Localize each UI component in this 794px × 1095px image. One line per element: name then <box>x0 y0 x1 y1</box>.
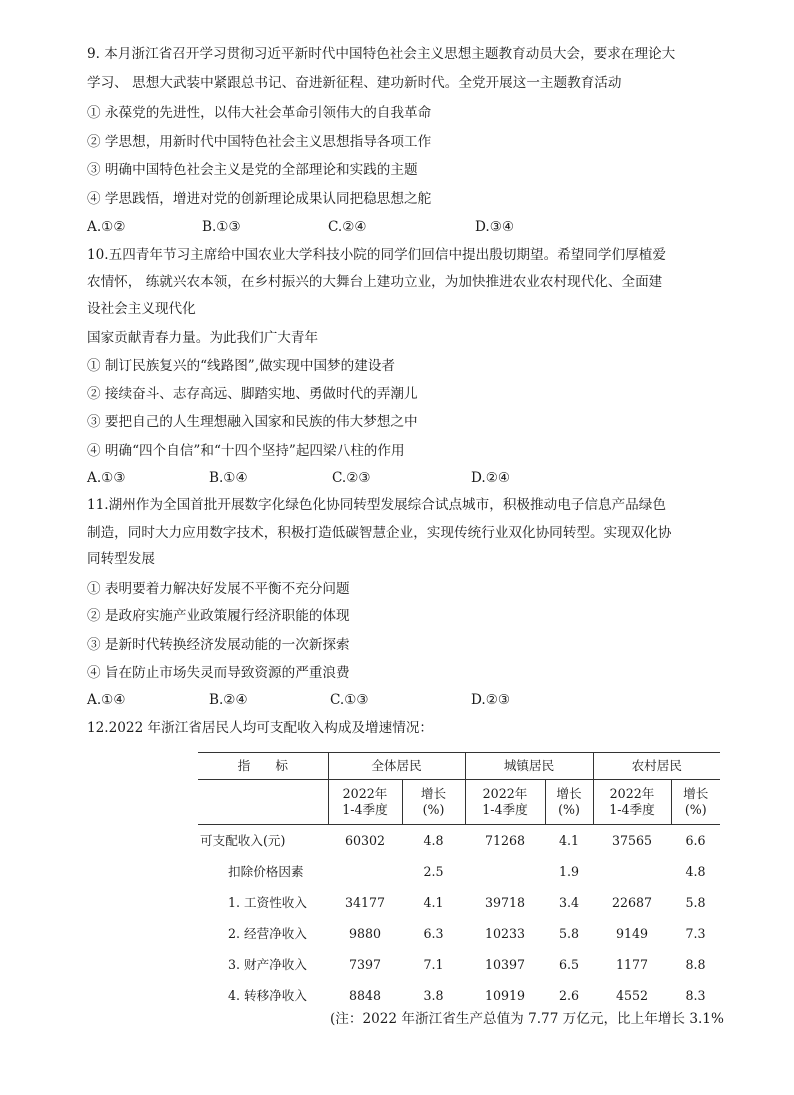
q11-choice-d: D.②③ <box>471 692 511 708</box>
table-cell: 37565 <box>611 832 653 848</box>
table-cell: 10233 <box>484 925 526 941</box>
q10-option-4: ④ 明确“四个自信”和“十四个坚持”起四梁八柱的作用 <box>87 443 405 459</box>
q9-choice-d: D.③④ <box>475 219 515 235</box>
table-cell: 10919 <box>484 987 526 1003</box>
table-cell: 3.8 <box>423 987 444 1003</box>
q11-choice-b: B.②④ <box>209 692 248 708</box>
q11-stem-line-1: 11.湖州作为全国首批开展数字化绿色化协同转型发展综合试点城市，积极推动电子信息产品绿色 <box>87 497 666 513</box>
table-cell: 22687 <box>611 894 653 910</box>
table-cell: 60302 <box>344 832 386 848</box>
table-header-row <box>198 753 720 780</box>
table-cell: 6.5 <box>558 956 580 972</box>
table-cell: 4552 <box>615 987 649 1003</box>
q10-choice-b: B.①④ <box>209 470 248 486</box>
q11-option-1: ① 表明要着力解决好发展不平衡不充分问题 <box>87 581 350 597</box>
table-row <box>198 856 720 887</box>
table-cell: 8.3 <box>685 987 706 1003</box>
q11-option-3: ③ 是新时代转换经济发展动能的一次新探索 <box>87 637 350 653</box>
subheader-urban-growth: 增长 (%) <box>545 780 593 825</box>
q10-option-1: ① 制订民族复兴的“线路图”,做实现中国梦的建设者 <box>87 358 396 374</box>
income-table <box>198 752 720 1011</box>
q9-choice-a: A.①② <box>87 219 126 235</box>
table-cell: 7.1 <box>423 956 444 972</box>
q9-stem-line-1: 9. 本月浙江省召开学习贯彻习近平新时代中国特色社会主义思想主题教育动员大会，要求在理论大 <box>87 46 676 62</box>
row-label: 3. 财产净收入 <box>228 956 307 972</box>
table-cell: 1177 <box>615 956 649 972</box>
q11-stem-line-3: 同转型发展 <box>87 551 155 567</box>
q9-choice-b: B.①③ <box>202 219 241 235</box>
table-cell: 8.8 <box>685 956 706 972</box>
table-row <box>198 887 720 918</box>
q11-stem-line-2: 制造，同时大力应用数字技术，积极打造低碳智慧企业，实现传统行业双化协同转型。实现双化协 <box>87 525 672 541</box>
q9-option-2: ② 学思想，用新时代中国特色社会主义思想指导各项工作 <box>87 134 432 150</box>
table-cell: 39718 <box>484 894 526 910</box>
q9-choice-c: C.②④ <box>328 219 367 235</box>
table-cell: 9149 <box>615 925 649 941</box>
table-row <box>198 980 720 1011</box>
table-cell: 7397 <box>348 956 382 972</box>
table-subheader-row <box>198 780 720 825</box>
q10-stem-line-1: 10.五四青年节习主席给中国农业大学科技小院的同学们回信中提出殷切期望。希望同学们厚植爱 <box>87 247 666 263</box>
table-row <box>198 949 720 980</box>
q10-choice-d: D.②④ <box>471 470 511 486</box>
subheader-blank <box>198 780 328 825</box>
table-cell <box>328 856 402 887</box>
q10-stem-line-4: 国家贡献青春力量。为此我们广大青年 <box>87 330 319 346</box>
q10-choice-a: A.①③ <box>87 470 126 486</box>
row-label: 1. 工资性收入 <box>228 894 307 910</box>
table-cell: 9880 <box>348 925 382 941</box>
table-cell: 4.8 <box>423 832 444 848</box>
header-indicator: 指 标 <box>198 753 328 780</box>
row-label: 扣除价格因素 <box>228 863 304 879</box>
table-cell: 1.9 <box>558 863 580 879</box>
q10-stem-line-3: 设社会主义现代化 <box>87 301 196 317</box>
subheader-all-growth: 增长 (%) <box>402 780 465 825</box>
header-rural-residents: 农村居民 <box>593 753 720 780</box>
q9-option-1: ① 永葆党的先进性，以伟大社会革命引领伟大的自我革命 <box>87 105 432 121</box>
q11-option-4: ④ 旨在防止市场失灵而导致资源的严重浪费 <box>87 665 350 681</box>
q10-option-3: ③ 要把自己的人生理想融入国家和民族的伟大梦想之中 <box>87 414 418 430</box>
q10-option-2: ② 接续奋斗、志存高远、脚踏实地、勇做时代的弄潮儿 <box>87 386 418 402</box>
table-cell <box>465 856 545 887</box>
q12-note: (注：2022 年浙江省生产总值为 7.77 万亿元，比上年增长 3.1% <box>330 1011 724 1027</box>
q10-stem-line-2: 农情怀， 练就兴农本领，在乡村振兴的大舞台上建功立业，为加快推进农业农村现代化、全面建 <box>87 274 663 290</box>
q9-option-3: ③ 明确中国特色社会主义是党的全部理论和实践的主题 <box>87 162 418 178</box>
header-urban-residents: 城镇居民 <box>465 753 593 780</box>
q9-option-4: ④ 学思践悟，增进对党的创新理论成果认同把稳思想之舵 <box>87 191 432 207</box>
q10-choice-c: C.②③ <box>332 470 371 486</box>
table-cell: 7.3 <box>685 925 706 941</box>
header-all-residents: 全体居民 <box>328 753 465 780</box>
table-cell: 4.8 <box>685 863 706 879</box>
q11-option-2: ② 是政府实施产业政策履行经济职能的体现 <box>87 608 350 624</box>
table-cell: 5.8 <box>685 894 706 910</box>
table-cell: 34177 <box>344 894 386 910</box>
table-cell: 4.1 <box>558 832 580 848</box>
table-cell: 4.1 <box>423 894 444 910</box>
q9-stem-line-2: 学习、 思想大武装中紧跟总书记、奋进新征程、建功新时代。全党开展这一主题教育活动 <box>87 75 622 91</box>
table-row <box>198 825 720 857</box>
q11-choice-c: C.①③ <box>330 692 369 708</box>
q12-stem: 12.2022 年浙江省居民人均可支配收入构成及增速情况： <box>87 720 434 736</box>
q11-choice-a: A.①④ <box>87 692 126 708</box>
table-cell: 3.4 <box>558 894 580 910</box>
subheader-urban-value: 2022年 1-4季度 <box>465 780 545 825</box>
table-cell: 2.6 <box>558 987 580 1003</box>
row-label: 可支配收入(元) <box>200 832 286 848</box>
table-cell: 2.5 <box>423 863 444 879</box>
table-cell: 8848 <box>348 987 382 1003</box>
table-cell: 10397 <box>484 956 526 972</box>
subheader-all-value: 2022年 1-4季度 <box>328 780 402 825</box>
table-cell: 71268 <box>484 832 526 848</box>
table-cell: 6.3 <box>423 925 444 941</box>
table-cell: 6.6 <box>685 832 706 848</box>
subheader-rural-value: 2022年 1-4季度 <box>593 780 671 825</box>
row-label: 2. 经营净收入 <box>228 925 307 941</box>
table-cell <box>593 856 671 887</box>
table-cell: 5.8 <box>558 925 580 941</box>
table-row <box>198 918 720 949</box>
subheader-rural-growth: 增长 (%) <box>671 780 720 825</box>
row-label: 4. 转移净收入 <box>228 987 307 1003</box>
